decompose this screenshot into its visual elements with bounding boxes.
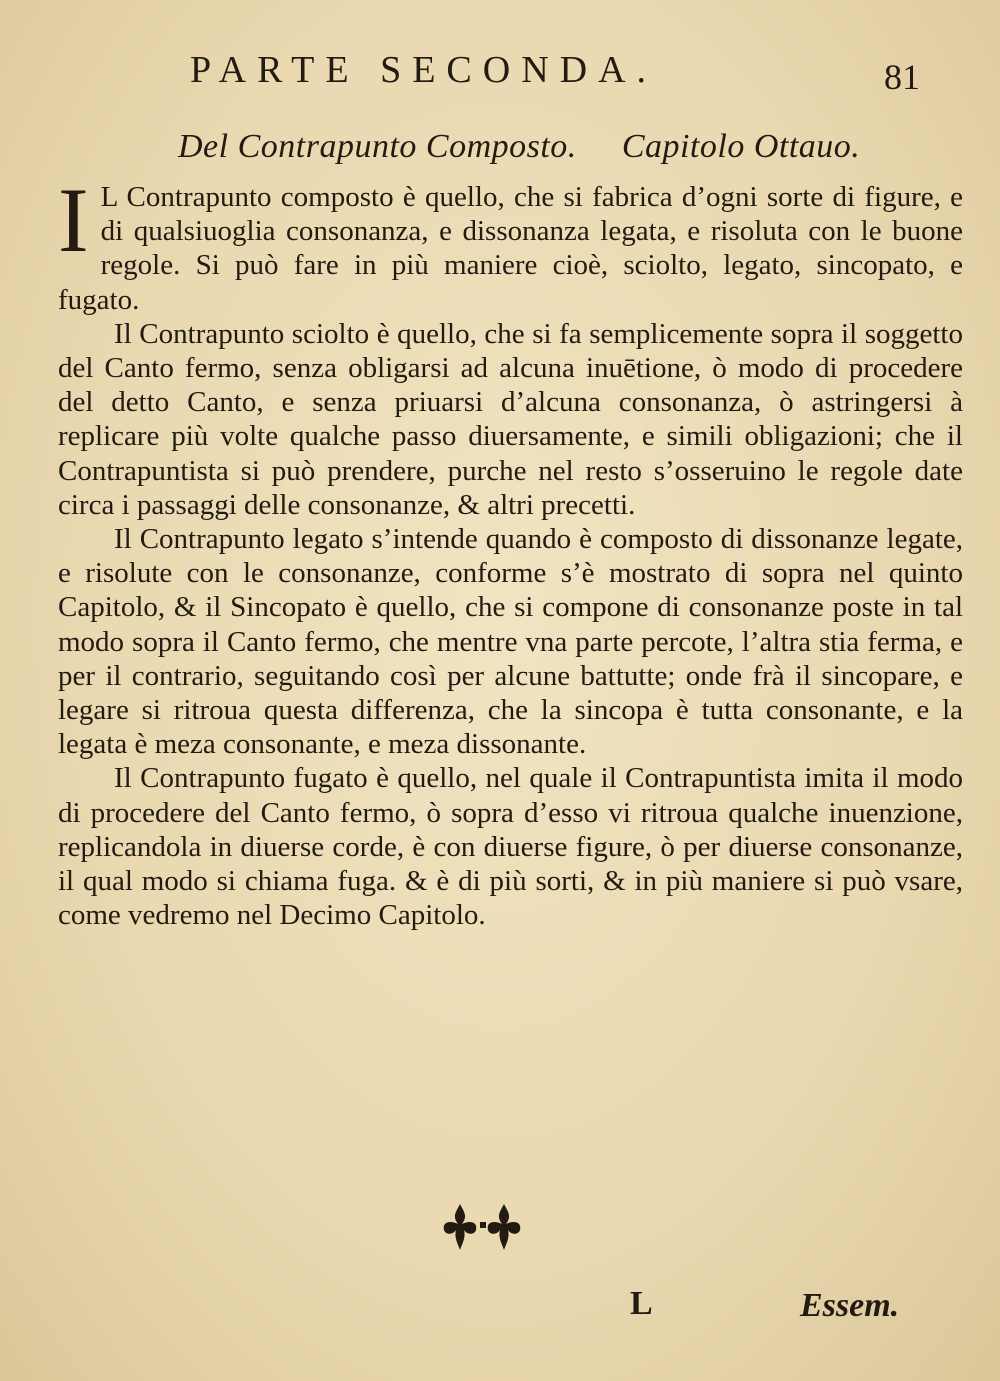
catchword: Essem. — [800, 1287, 900, 1324]
paragraph-1 — [58, 169, 963, 317]
chapter-title: Del Contrapunto Composto. — [178, 128, 577, 165]
page-number: 81 — [884, 57, 920, 97]
signature-mark: L — [630, 1285, 653, 1322]
paragraph-1-text: L Contrapunto composto è quello, che si fabrica d’ogni sorte di figure, e di qualsiuoglia consonanza, e dissonanza legata, e risoluta con le buone regole. Si può fare in più maniere cioè, sciolto, legato, sincopato, e fugato. — [58, 181, 963, 316]
chapter-number: Capitolo Ottauo. — [621, 128, 861, 165]
drop-cap-initial: I — [58, 169, 89, 271]
fleur-de-lis-ornament-icon — [438, 1200, 528, 1254]
paragraph-4: Il Contrapunto fugato è quello, nel quale il Contrapuntista imita il modo di procedere del Canto fermo, ò sopra d’esso vi ritroua qualche inuenzione, replicandola in diuerse corde, è con diuerse figure, ò per diuerse consonanze, il qual modo si chiama fuga. & è di più sorti, & in più maniere si può vsare, come vedremo nel Decimo Capitolo. — [58, 762, 963, 932]
body-text — [58, 169, 963, 932]
paragraph-3: Il Contrapunto legato s’intende quando è composto di dissonanze legate, e risolute con le consonanze, conforme s’è mostrato di sopra nel quinto Capitolo, & il Sincopato è quello, che si compone di consonanze poste in tal modo sopra il Canto fermo, che mentre vna parte percote, l’altra stia ferma, e per il contrario, seguitando così per alcune battutte; onde frà il sincopare, e legare si ritroua questa differenza, che la sincopa è tutta consonante, e la legata è meza consonante, e meza dissonante. — [58, 523, 963, 761]
running-head: PARTE SECONDA. — [190, 49, 658, 91]
chapter-heading — [178, 128, 898, 166]
paragraph-2: Il Contrapunto sciolto è quello, che si fa semplicemente sopra il soggetto del Canto fermo, senza obligarsi ad alcuna inuētione, ò modo di procedere del detto Canto, e senza priuarsi d’alcuna consonanza, ò astringersi à replicare più volte qualche passo diuersamente, e simili obligazioni; che il Contrapuntista si può prendere, purche nel resto s’osseruino le regole date circa i passaggi delle consonanze, & altri precetti. — [58, 317, 963, 521]
